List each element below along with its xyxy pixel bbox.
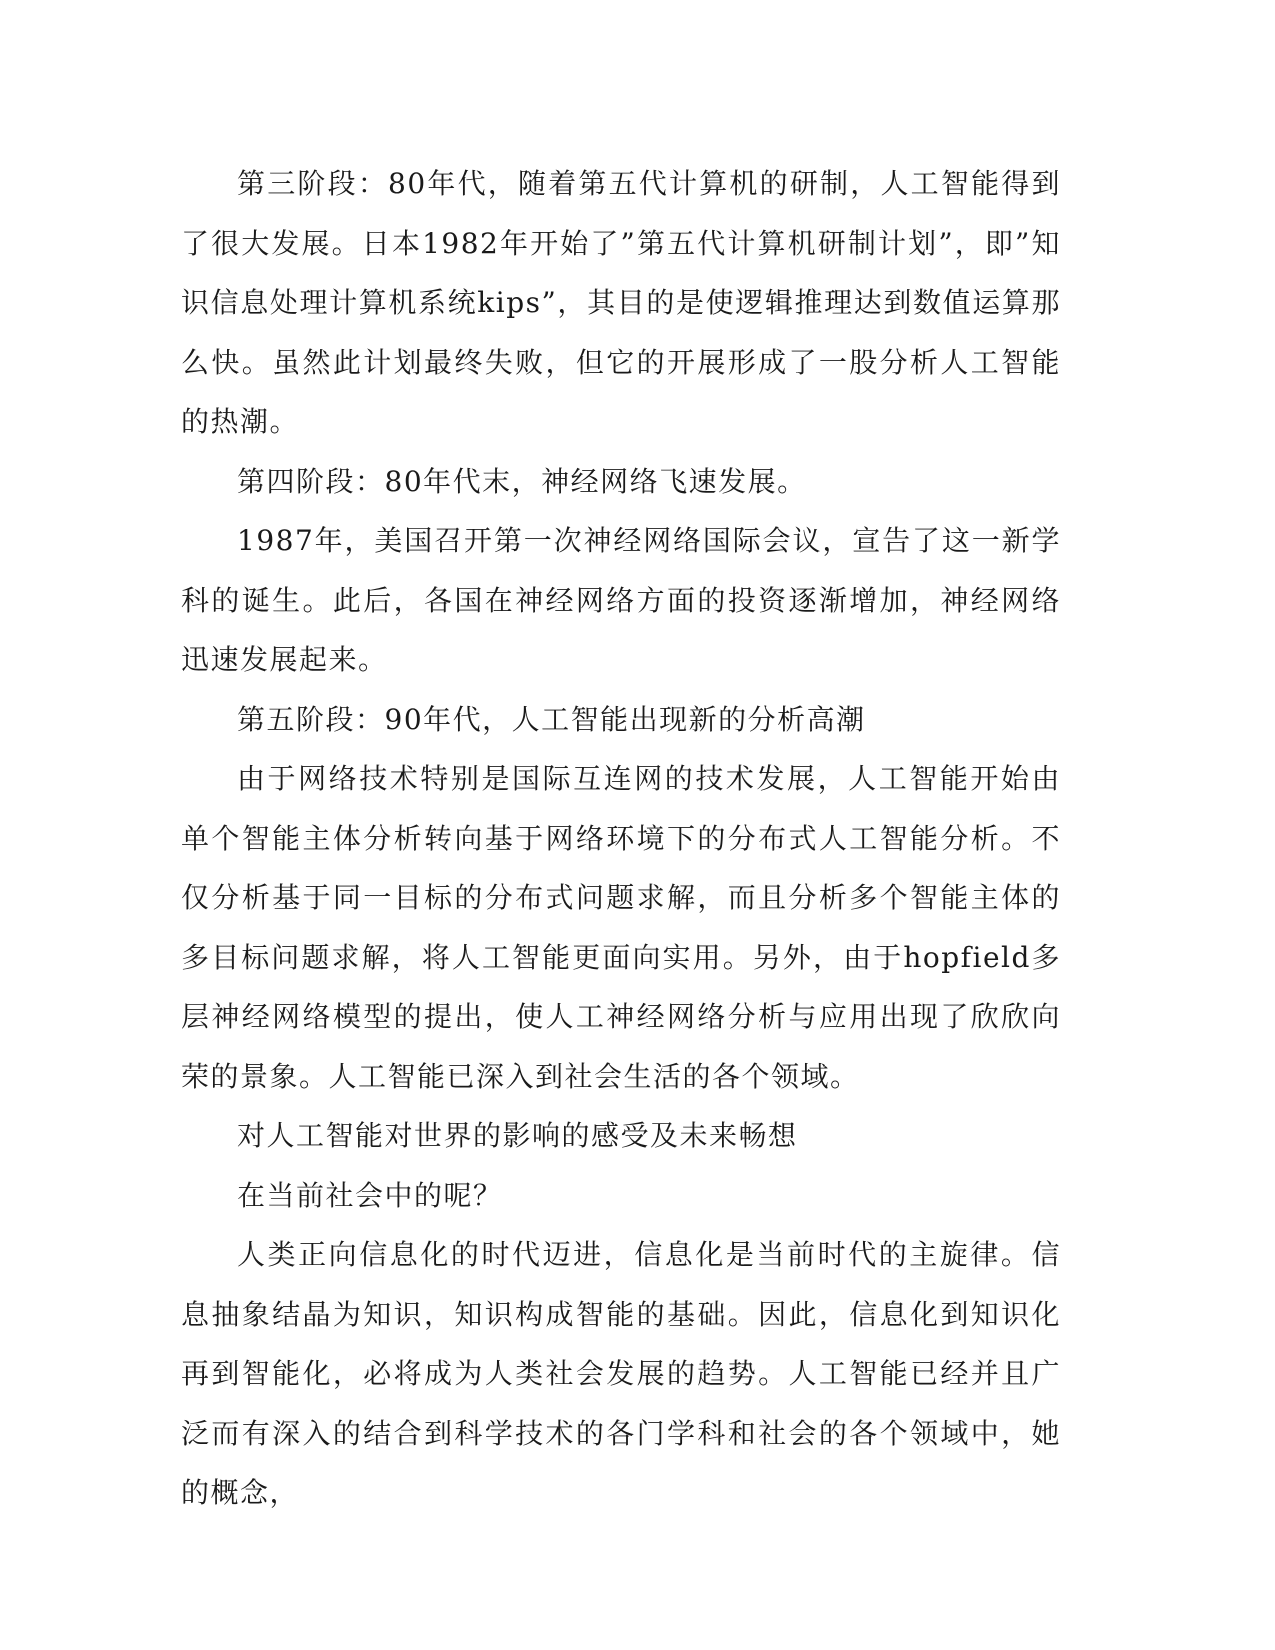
paragraph-impact-heading: 对人工智能对世界的影响的感受及未来畅想 xyxy=(237,1119,798,1152)
paragraph-stage-four: 第四阶段：80年代末，神经网络飞速发展。 xyxy=(237,464,807,498)
paragraph-informatization: 人类正向信息化的时代迈进，信息化是当前时代的主旋律。信息抽象结晶为知识，知识构成智能的基础。因此，信息化到知识化再到智能化，必将成为人类社会发展的趋势。人工智能已经并且广泛而有深入的结合到科学技术的各门学科和社会的各个领域中，她的概念， xyxy=(181,1238,1061,1509)
document-body xyxy=(181,154,1061,1523)
paragraph-1987-conference: 1987年，美国召开第一次神经网络国际会议，宣告了这一新学科的诞生。此后，各国在神经网络方面的投资逐渐增加，神经网络迅速发展起来。 xyxy=(181,524,1061,676)
paragraph-stage-three: 第三阶段：80年代，随着第五代计算机的研制，人工智能得到了很大发展。日本1982年开始了”第五代计算机研制计划”，即”知识信息处理计算机系统kips”，其目的是使逻辑推理达到数值运算那么快。虽然此计划最终失败，但它的开展形成了一股分析人工智能的热潮。 xyxy=(181,167,1061,438)
paragraph-network-technology: 由于网络技术特别是国际互连网的技术发展，人工智能开始由单个智能主体分析转向基于网络环境下的分布式人工智能分析。不仅分析基于同一目标的分布式问题求解，而且分析多个智能主体的多目标问题求解，将人工智能更面向实用。另外，由于hopfield多层神经网络模型的提出，使人工神经网络分析与应用出现了欣欣向荣的景象。人工智能已深入到社会生活的各个领域。 xyxy=(181,762,1061,1093)
paragraph-stage-five: 第五阶段：90年代，人工智能出现新的分析高潮 xyxy=(237,702,866,736)
paragraph-current-society: 在当前社会中的呢？ xyxy=(237,1178,503,1212)
